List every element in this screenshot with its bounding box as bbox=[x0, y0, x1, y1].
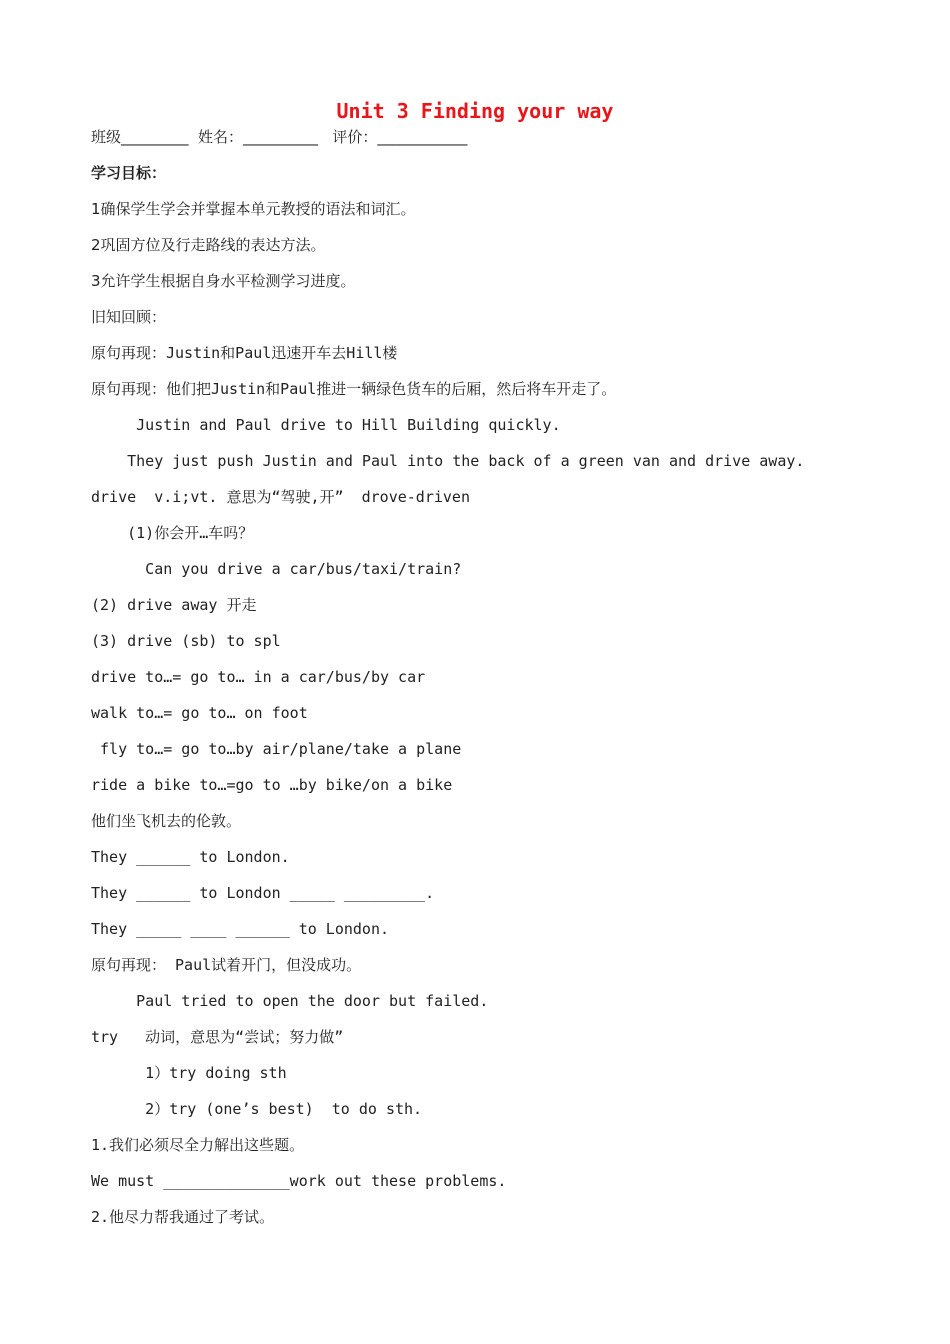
objective-item: 2巩固方位及行走路线的表达方法。 bbox=[91, 236, 326, 254]
content-line: They _____ ____ ______ to London. bbox=[91, 920, 390, 938]
content-line: They ______ to London _____ _________. bbox=[91, 884, 435, 902]
content-line: drive v.i;vt. 意思为“驾驶,开” drove-driven bbox=[91, 488, 470, 506]
content-line: 他们坐飞机去的伦敦。 bbox=[91, 812, 242, 830]
content-line: We must ______________work out these problems. bbox=[91, 1172, 507, 1190]
content-line: They ______ to London. bbox=[91, 848, 290, 866]
content-line: Paul tried to open the door but failed. bbox=[91, 992, 489, 1010]
objective-item: 3允许学生根据自身水平检测学习进度。 bbox=[91, 272, 356, 290]
content-line: 原句再现： Paul试着开门，但没成功。 bbox=[91, 956, 362, 974]
content-line: walk to…= go to… on foot bbox=[91, 704, 308, 722]
review-heading: 旧知回顾： bbox=[91, 308, 167, 326]
content-line: (3) drive (sb) to spl bbox=[91, 632, 281, 650]
content-line: 1.我们必须尽全力解出这些题。 bbox=[91, 1136, 305, 1154]
content-line: Justin and Paul drive to Hill Building quickly. bbox=[91, 416, 561, 434]
content-line: drive to…= go to… in a car/bus/by car bbox=[91, 668, 426, 686]
content-line: try 动词，意思为“尝试；努力做” bbox=[91, 1028, 344, 1046]
objectives-heading: 学习目标： bbox=[91, 164, 167, 182]
content-line: Can you drive a car/bus/taxi/train? bbox=[91, 560, 462, 578]
content-line: 2.他尽力帮我通过了考试。 bbox=[91, 1208, 275, 1226]
objective-item: 1确保学生学会并掌握本单元教授的语法和词汇。 bbox=[91, 200, 416, 218]
content-line: They just push Justin and Paul into the back of a green van and drive away. bbox=[91, 452, 805, 470]
student-info-line: 班级_________ 姓名：__________ 评价：____________ bbox=[91, 128, 468, 146]
content-line: (2) drive away 开走 bbox=[91, 596, 257, 614]
page-title: Unit 3 Finding your way bbox=[336, 99, 614, 123]
content-line: 1）try doing sth bbox=[91, 1064, 287, 1082]
content-line: (1)你会开…车吗？ bbox=[91, 524, 254, 542]
content-line: fly to…= go to…by air/plane/take a plane bbox=[91, 740, 462, 758]
content-line: 原句再现：他们把Justin和Paul推进一辆绿色货车的后厢，然后将车开走了。 bbox=[91, 380, 617, 398]
content-line: 原句再现：Justin和Paul迅速开车去Hill楼 bbox=[91, 344, 398, 362]
content-line: 2）try (one’s best) to do sth. bbox=[91, 1100, 423, 1118]
content-line: ride a bike to…=go to …by bike/on a bike bbox=[91, 776, 453, 794]
